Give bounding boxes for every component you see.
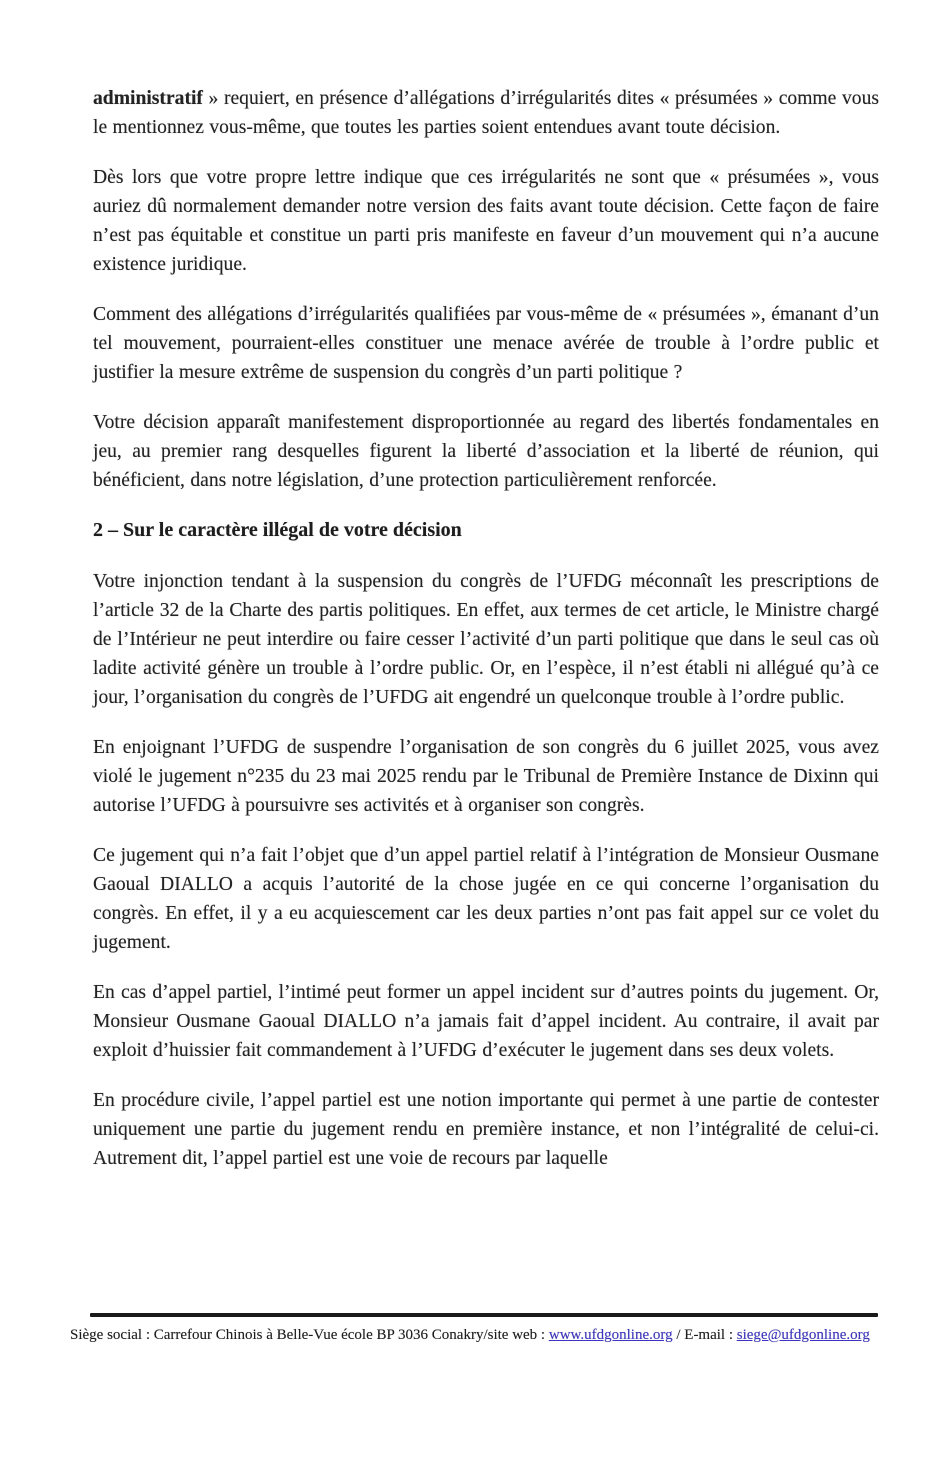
paragraph: Ce jugement qui n’a fait l’objet que d’un appel partiel relatif à l’intégration de Monsieur Ousmane Gaoual DIALLO a acquis l’autorité de la chose jugée en ce qui concerne l’organisation du congrès. En effet, il y a eu acquiescement car les deux parties n’ont pas fait appel sur ce volet du jugement.: [93, 845, 879, 953]
paragraph: administratif » requiert, en présence d’allégations d’irrégularités dites « présumées » comme vous le mentionnez vous-même, que toutes les parties soient entendues avant toute décision.: [93, 88, 879, 138]
section-heading: 2 – Sur le caractère illégal de votre décision: [93, 519, 462, 541]
paragraph: En procédure civile, l’appel partiel est une notion importante qui permet à une partie de contester uniquement une partie du jugement rendu en première instance, et non l’intégralité de celui-ci. Autrement dit, l’appel partiel est une voie de recours par laquelle: [93, 1090, 879, 1169]
paragraph: En enjoignant l’UFDG de suspendre l’organisation de son congrès du 6 juillet 2025, vous avez violé le jugement n°235 du 23 mai 2025 rendu par le Tribunal de Première Instance de Dixinn qui autorise l’UFDG à poursuivre ses activités et à organiser son congrès.: [93, 737, 879, 816]
paragraph: Comment des allégations d’irrégularités qualifiées par vous-même de « présumées », émanant d’un tel mouvement, pourraient-elles constituer une menace avérée de trouble à l’ordre public et justifier la mesure extrême de suspension du congrès d’un parti politique ?: [93, 304, 879, 383]
letter-body: [93, 84, 879, 1194]
paragraph: Dès lors que votre propre lettre indique que ces irrégularités ne sont que « présumées », vous auriez dû normalement demander notre version des faits avant toute décision. Cette façon de faire n’est pas équitable et constitue un parti pris manifeste en faveur d’un mouvement qui n’a aucune existence juridique.: [93, 167, 879, 275]
website-link[interactable]: www.ufdgonline.org: [548, 1327, 673, 1343]
footer-divider: [90, 1313, 878, 1317]
paragraph: Votre injonction tendant à la suspension du congrès de l’UFDG méconnaît les prescriptions de l’article 32 de la Charte des partis politiques. En effet, aux termes de cet article, le Ministre chargé de l’Intérieur ne peut interdire ou faire cesser l’activité d’un parti politique que dans le seul cas où ladite activité génère un trouble à l’ordre public. Or, en l’espèce, il n’est établi ni allégué qu’à ce jour, l’organisation du congrès de l’UFDG ait engendré un quelconque trouble à l’ordre public.: [93, 571, 879, 708]
email-link[interactable]: siege@ufdgonline.org: [736, 1327, 870, 1343]
paragraph: Votre décision apparaît manifestement disproportionnée au regard des libertés fondamentales en jeu, au premier rang desquelles figurent la liberté d’association et la liberté de réunion, qui bénéficient, dans notre législation, d’une protection particulièrement renforcée.: [93, 412, 879, 491]
page-footer: [0, 1313, 946, 1345]
footer-address-text: Siège social : Carrefour Chinois à Belle-Vue école BP 3036 Conakry/site web :: [70, 1327, 549, 1343]
footer-email-label: / E-mail :: [672, 1327, 737, 1343]
paragraph: En cas d’appel partiel, l’intimé peut former un appel incident sur d’autres points du jugement. Or, Monsieur Ousmane Gaoual DIALLO n’a jamais fait d’appel incident. Au contraire, il avait par exploit d’huissier fait commandement à l’UFDG d’exécuter le jugement dans ses deux volets.: [93, 982, 879, 1061]
footer-address: [70, 1326, 882, 1345]
bold-lead: administratif: [93, 88, 203, 109]
